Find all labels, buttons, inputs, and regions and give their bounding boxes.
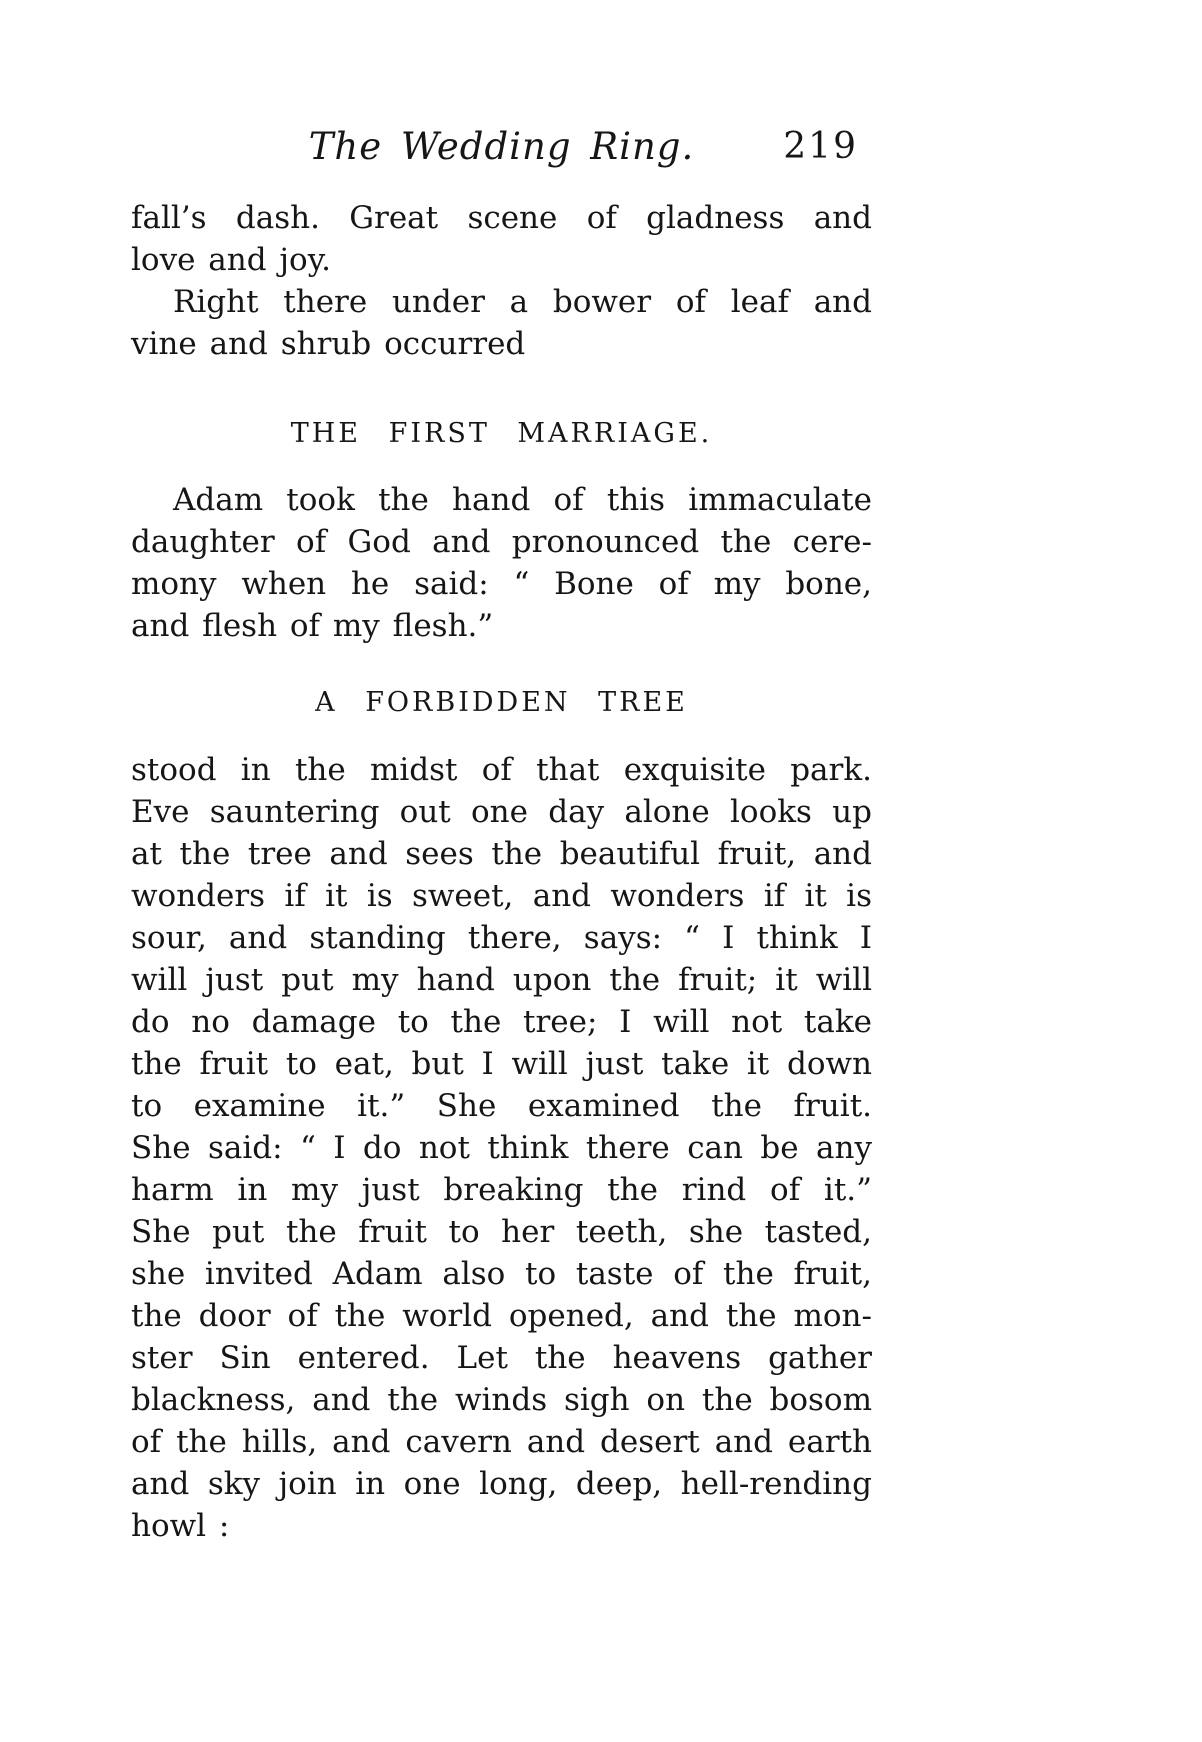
- paragraph-bower: [131, 281, 872, 365]
- text-line: She put the fruit to her teeth, she tasted,: [131, 1214, 872, 1250]
- text-line: the fruit to eat, but I will just take it down: [131, 1046, 872, 1082]
- text-line: at the tree and sees the beautiful fruit, and: [131, 836, 872, 872]
- text-line: wonders if it is sweet, and wonders if it is: [131, 878, 872, 914]
- text-line: to examine it.” She examined the fruit.: [131, 1088, 872, 1124]
- text-line: ster Sin entered. Let the heavens gather: [131, 1340, 872, 1376]
- text-line: will just put my hand upon the fruit; it will: [131, 962, 872, 998]
- paragraph-forbidden-tree: [131, 749, 872, 1547]
- paragraph-first-marriage: [131, 479, 872, 647]
- text-line: do no damage to the tree; I will not take: [131, 1004, 872, 1040]
- text-line: stood in the midst of that exquisite park.: [131, 752, 872, 788]
- text-line: and sky join in one long, deep, hell-rending: [131, 1466, 872, 1502]
- text-column: [131, 121, 872, 1547]
- text-line: sour, and standing there, says: “ I think I: [131, 920, 872, 956]
- section-heading-forbidden-tree: A FORBIDDEN TREE: [315, 687, 688, 718]
- text-line: blackness, and the winds sigh on the bosom: [131, 1382, 872, 1418]
- text-line: and flesh of my flesh.”: [131, 608, 494, 644]
- text-line: the door of the world opened, and the mon-: [131, 1298, 872, 1334]
- text-line: of the hills, and cavern and desert and earth: [131, 1424, 872, 1460]
- text-line: Eve sauntering out one day alone looks up: [131, 794, 872, 830]
- text-line: mony when he said: “ Bone of my bone,: [131, 566, 872, 602]
- text-line: howl :: [131, 1508, 230, 1544]
- text-line: harm in my just breaking the rind of it.”: [131, 1172, 872, 1208]
- running-header: [131, 121, 872, 173]
- text-line: Right there under a bower of leaf and: [173, 284, 872, 320]
- text-line: daughter of God and pronounced the cere-: [131, 524, 872, 560]
- text-line: She said: “ I do not think there can be any: [131, 1130, 872, 1166]
- text-line: Adam took the hand of this immaculate: [173, 482, 872, 518]
- section-heading-first-marriage: THE FIRST MARRIAGE.: [290, 418, 713, 449]
- text-line: fall’s dash. Great scene of gladness and: [131, 200, 872, 236]
- text-line: she invited Adam also to taste of the fruit,: [131, 1256, 872, 1292]
- text-line: love and joy.: [131, 242, 331, 278]
- running-title: The Wedding Ring.: [308, 125, 695, 168]
- page-number: 219: [783, 126, 858, 167]
- paragraph-continuation: [131, 197, 872, 281]
- text-line: vine and shrub occurred: [131, 326, 526, 362]
